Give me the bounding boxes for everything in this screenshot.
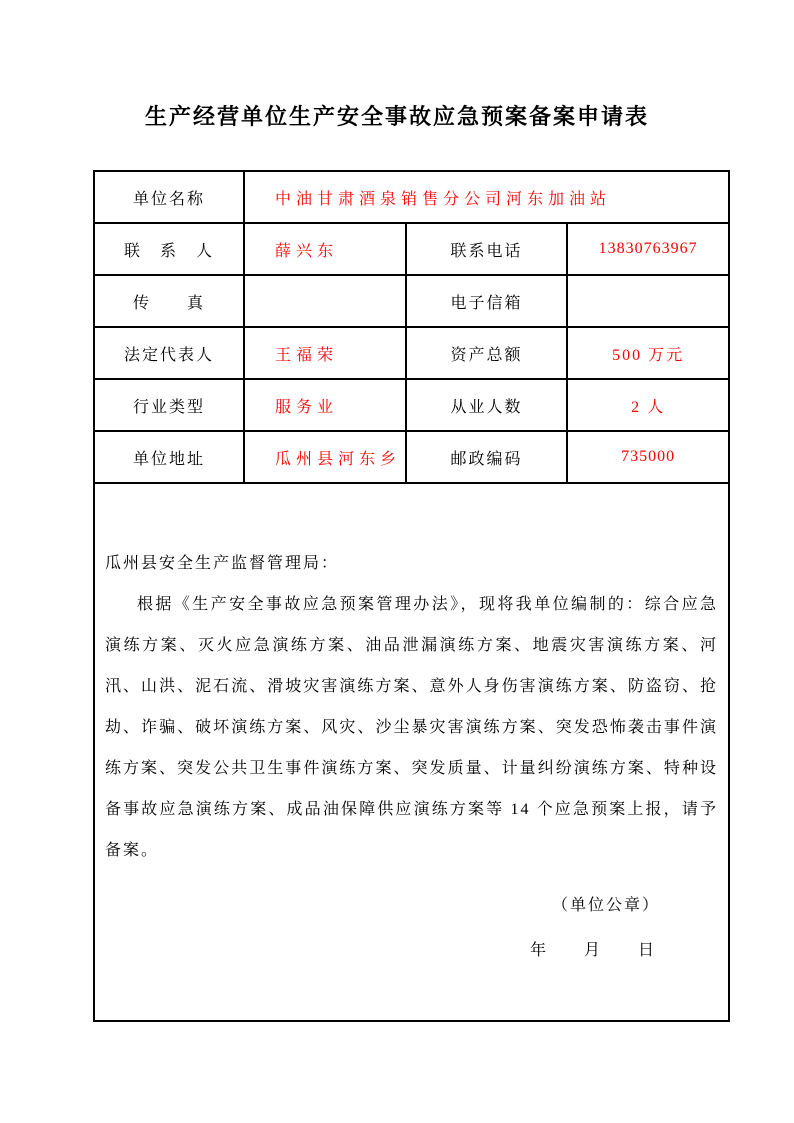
phone-value: 13830763967 xyxy=(567,223,729,275)
table-row-unit-name xyxy=(94,171,729,223)
letter-cell xyxy=(94,483,729,1021)
fax-value xyxy=(244,275,406,327)
assets-value: 500 万元 xyxy=(567,327,729,379)
contact-value: 薛兴东 xyxy=(244,223,406,275)
table-row-contact xyxy=(94,223,729,275)
employees-label: 从业人数 xyxy=(406,379,568,431)
postcode-label: 邮政编码 xyxy=(406,431,568,483)
legal-rep-value: 王福荣 xyxy=(244,327,406,379)
address-value: 瓜州县河东乡 xyxy=(244,431,406,483)
address-label: 单位地址 xyxy=(94,431,244,483)
page-title: 生产经营单位生产安全事故应急预案备案申请表 xyxy=(144,104,649,129)
letter-body: 根据《生产安全事故应急预案管理办法》，现将我单位编制的：综合应急演练方案、灭火应急演练方案、油品泄漏演练方案、地震灾害演练方案、河汛、山洪、泥石流、滑坡灾害演练方案、意外人身伤害演练方案、防盗窃、抢劫、诈骗、破坏演练方案、风灾、沙尘暴灾害演练方案、突发恐怖袭击事件演练方案、突发公共卫生事件演练方案、突发质量、计量纠纷演练方案、特种设备事故应急演练方案、成品油保障供应演练方案等 14 个应急预案上报，请予备案。 xyxy=(105,596,718,859)
table-row-letter xyxy=(94,483,729,1021)
seal-note: （单位公章） xyxy=(551,897,660,914)
letter-salutation: 瓜州县安全生产监督管理局： xyxy=(105,555,340,572)
legal-rep-label: 法定代表人 xyxy=(94,327,244,379)
fax-label: 传 真 xyxy=(94,275,244,327)
table-row-fax xyxy=(94,275,729,327)
unit-name-value: 中油甘肃酒泉销售分公司河东加油站 xyxy=(244,171,729,223)
email-label: 电子信箱 xyxy=(406,275,568,327)
date-line: 年 月 日 xyxy=(529,942,656,959)
unit-name-label: 单位名称 xyxy=(94,171,244,223)
assets-label: 资产总额 xyxy=(406,327,568,379)
table-row-industry xyxy=(94,379,729,431)
table-row-legal-rep xyxy=(94,327,729,379)
industry-label: 行业类型 xyxy=(94,379,244,431)
table-row-address xyxy=(94,431,729,483)
application-form-table xyxy=(93,170,730,1022)
email-value xyxy=(567,275,729,327)
contact-label: 联 系 人 xyxy=(94,223,244,275)
industry-value: 服务业 xyxy=(244,379,406,431)
employees-value: 2 人 xyxy=(567,379,729,431)
postcode-value: 735000 xyxy=(567,431,729,483)
phone-label: 联系电话 xyxy=(406,223,568,275)
